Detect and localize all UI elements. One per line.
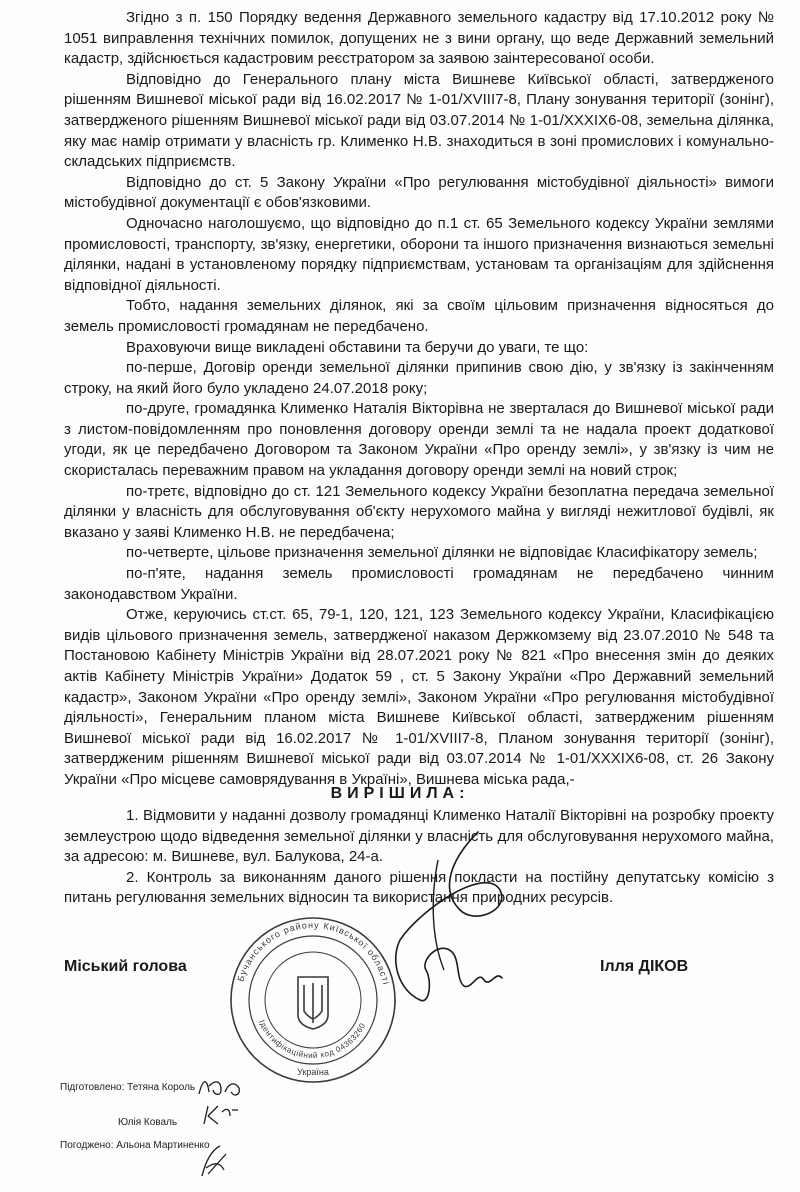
initials-signature-3 <box>196 1140 236 1180</box>
paragraph-third: по-третє, відповідно до ст. 121 Земельного кодексу України безоплатна передача земельної ділянки у власність для обслуговування об'єкту нерухомого майна у вигляді нежитлової будівлі, як вказано у заяві Клименко Н.В. не передбачена; <box>64 482 774 541</box>
paragraph-cadastre-correction: Згідно з п. 150 Порядку ведення Державного земельного кадастру від 17.10.2012 року № 1051 виправлення технічних помилок, допущених не з вини органу, що веде Державний земельний кадастр, здійснюється кадастровим реєстратором за заявою заінтересованої особи. <box>64 9 774 68</box>
paragraph-second: по-друге, громадянка Клименко Наталія Вікторівна не зверталася до Вишневої міської ради з листом-повідомленням про поновлення договору оренди землі та не надала проект додаткової угоди, як це передбачено Договором та Законом України «Про оренду землі», у зв'язку із чим не скористалась переважним правом на укладання договору оренди землі на новий строк; <box>64 400 774 480</box>
initials-signature-2 <box>200 1102 240 1128</box>
paragraph-first: по-перше, Договір оренди земельної ділянки припинив свою дію, у зв'язку із закінченням строку, на який його було укладено 24.07.2018 року; <box>64 359 774 397</box>
svg-text:Ідентифікаційний код 04363260: Ідентифікаційний код 04363260 <box>257 1018 368 1061</box>
paragraph-general-plan: Відповідно до Генерального плану міста Вишневе Київської області, затвердженого рішенням Вишневої міської ради від 16.02.2017 № 1-01/XVIII7-8, Плану зонування території (зонінг), затвердженого рішенням Вишневої міської ради від 03.07.2014 № 1-01/XXXIX6-08, земельна ділянка, яку має намір отримати у власність гр. Клименко Н.В. знаходиться в зоні промислових і комунально-складських підприємств. <box>64 70 774 171</box>
mayor-signature <box>360 820 530 1020</box>
seal-bottom-text: Україна <box>297 1067 329 1077</box>
decision-item-2: 2. Контроль за виконанням даного рішення покласти на постійну депутатську комісію з питань регулювання земельних відносин та використання природних ресурсів. <box>64 868 774 907</box>
document-body <box>64 8 774 791</box>
paragraph-fourth: по-четверте, цільове призначення земельної ділянки не відповідає Класифікатору земель; <box>126 544 758 562</box>
tryzub-icon <box>298 977 328 1029</box>
svg-text:Бучанського району Київської о: Бучанського району Київської області <box>235 919 392 987</box>
paragraph-legal-basis: Отже, керуючись ст.ст. 65, 79-1, 120, 121, 123 Земельного кодексу України, Класифікацією видів цільового призначення земель, затвердженої наказом Держкомзему від 23.07.2010 № 548 та Постановою Кабінету Міністрів України від 28.07.2021 року № 821 «Про внесення змін до деяких актів Кабінету Міністрів України» Додаток 59 , ст. 5 Закону України «Про Державний земельний кадастр», Законом України «Про оренду землі», Законом України «Про регулювання містобудівної діяльності», Генеральним планом міста Вишневе Київської області, затвердженим рішенням Вишневої міської ради від 16.02.2017 № 1-01/XVIII7-8, Планом зонування території (зонінг), затвердженим рішенням Вишневої міської ради від 03.07.2014 № 1-01/XXXIX6-08, ст. 26 Закону України «Про місцеве самоврядування в Україні», Вишнева міська рада,- <box>64 606 774 788</box>
paragraph-industrial-land: Тобто, надання земельних ділянок, які за своїм цільовим призначення відносяться до земель промисловості громадянам не передбачено. <box>64 297 774 335</box>
mayor-title: Міський голова <box>64 958 187 975</box>
approved-by: Погоджено: Альона Мартиненко <box>60 1140 210 1151</box>
paragraph-considering: Враховуючи вище викладені обставини та беручи до уваги, те що: <box>126 338 589 356</box>
paragraph-fifth: по-п'яте, надання земель промисловості громадянам не передбачено чинним законодавством України. <box>64 565 774 603</box>
mayor-name: Ілля ДІКОВ <box>600 958 689 975</box>
decision-heading: ВИРІШИЛА: <box>330 785 470 802</box>
paragraph-urban-planning-law: Відповідно до ст. 5 Закону України «Про регулювання містобудівної діяльності» вимоги містобудівної документації є обов'язковими. <box>64 173 774 212</box>
prepared-by: Підготовлено: Тетяна Король <box>60 1082 196 1093</box>
initials-signature-1 <box>195 1074 245 1102</box>
decision-item-1: 1. Відмовити у наданні дозволу громадянці Клименко Наталії Вікторівні на розробку проекту землеустрою щодо відведення земельної ділянки у власність для обслуговування нерухомого майна, за адресою: м. Вишневе, вул. Балукова, 24-а. <box>64 807 774 866</box>
second-preparer: Юлія Коваль <box>118 1117 178 1128</box>
paragraph-land-code-art65: Одночасно наголошуємо, що відповідно до п.1 ст. 65 Земельного кодексу України землями промисловості, транспорту, зв'язку, енергетики, оборони та іншого призначення визнаються земельні ділянки, надані в установленому порядку підприємствам, установам та організаціям для здійснення відповідної діяльності. <box>64 214 774 294</box>
